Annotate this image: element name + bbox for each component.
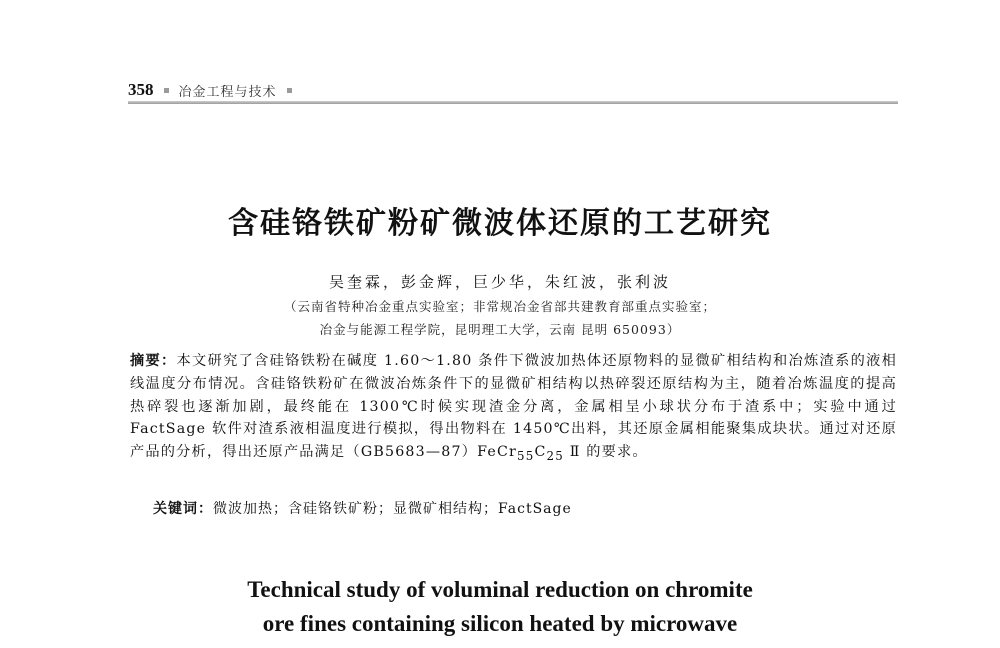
english-title-line-1: Technical study of voluminal reduction on chromite: [247, 577, 753, 602]
separator-square-icon: [164, 88, 169, 93]
paper-title: 含硅铬铁矿粉矿微波体还原的工艺研究: [228, 206, 772, 241]
formula-carbon: C: [534, 444, 547, 461]
header-rule: [128, 101, 898, 104]
affiliation-line-1: （云南省特种冶金重点实验室；非常规冶金省部共建教育部重点实验室；: [283, 299, 716, 314]
author-list: 吴奎霖，彭金辉，巨少华，朱红波，张利波: [328, 273, 671, 291]
abstract-label: 摘要：: [130, 353, 177, 369]
formula-subscript-2: 25: [546, 449, 564, 464]
english-title-line-2: ore fines containing silicon heated by microwave: [262, 611, 738, 636]
keywords-label: 关键词：: [153, 501, 213, 517]
running-header: [128, 80, 292, 100]
formula-subscript-1: 55: [517, 449, 535, 464]
keywords: [153, 498, 893, 518]
separator-square-icon: [287, 88, 292, 93]
affiliation-line-2: 冶金与能源工程学院，昆明理工大学，云南 昆明 650093）: [319, 322, 681, 337]
abstract: [130, 350, 897, 468]
page-number: 358: [128, 80, 154, 99]
english-title: [0, 573, 1000, 641]
journal-name: 冶金工程与技术: [178, 84, 277, 100]
abstract-text-end: Ⅱ 的要求。: [563, 444, 648, 461]
abstract-text: 本文研究了含硅铬铁粉在碱度 1.60～1.80 条件下微波加热体还原物料的显微矿相结构和冶炼渣系的液相线温度分布情况。含硅铬铁粉矿在微波冶炼条件下的显微矿相结构以热碎裂还原结构为主，随着冶炼温度的提高热碎裂也逐渐加剧，最终能在 1300℃时候实现渣金分离，金属相呈小球状分布于渣系中；实验中通过 FactSage 软件对渣系液相温度进行模拟，得出物料在 1450℃出料，其还原金属相能聚集成块状。通过对还原产品的分析，得出还原产品满足（GB5683—87）FeCr: [130, 353, 897, 461]
keywords-text: 微波加热；含硅铬铁矿粉；显微矿相结构；FactSage: [213, 501, 572, 517]
